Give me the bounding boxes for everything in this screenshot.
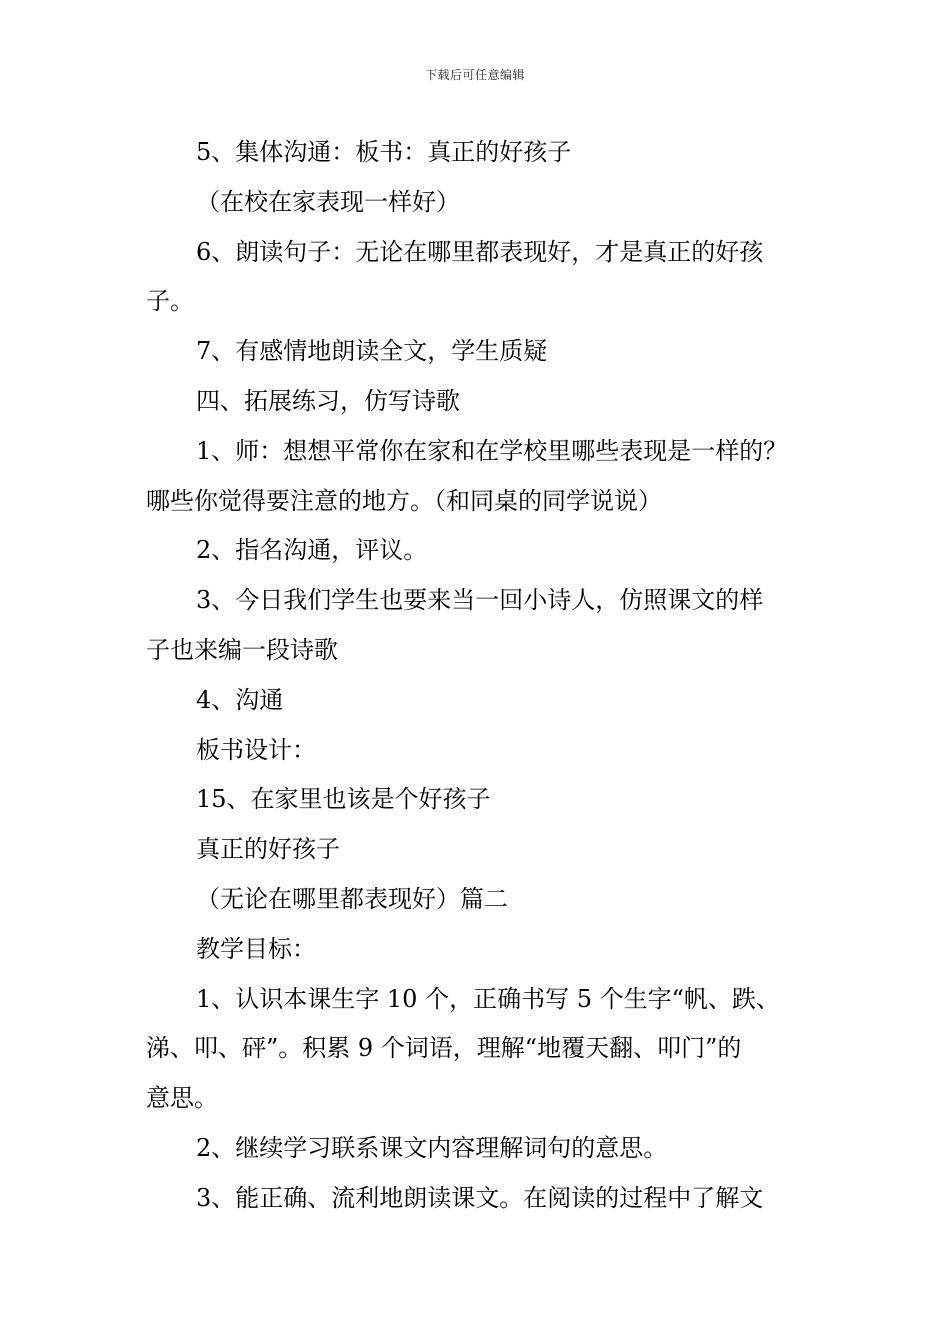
text-line: 1、认识本课生字 10 个，正确书写 5 个生字“帆、跌、 [196,984,780,1013]
text-line: 2、指名沟通，评议。 [196,536,428,565]
text-line: 15、在家里也该是个好孩子 [196,785,491,814]
text-line: 5、集体沟通：板书：真正的好孩子 [196,138,572,166]
text-line: 2、继续学习联系课文内容理解词句的意思。 [196,1133,668,1162]
text-line: 1、师：想想平常你在家和在学校里哪些表现是一样的？ [196,436,788,465]
text-line: 教学目标： [196,934,316,963]
text-line: 子。 [146,287,194,316]
page-header: 下载后可任意编辑 [424,68,525,82]
text-line: 6、朗读句子：无论在哪里都表现好，才是真正的好孩 [196,237,764,266]
text-line: 四、拓展练习，仿写诗歌 [196,386,460,415]
text-line: 意思。 [146,1084,218,1113]
text-line: 哪些你觉得要注意的地方。（和同桌的同学说说） [146,486,662,515]
text-line: （在校在家表现一样好） [196,187,460,216]
text-line: 子也来编一段诗歌 [146,635,338,664]
body-text [146,128,810,1224]
text-line: 3、今日我们学生也要来当一回小诗人，仿照课文的样 [196,586,764,615]
text-line: 4、沟通 [196,685,284,714]
text-line: 真正的好孩子 [196,835,340,864]
text-line: 涕、叩、砰”。积累 9 个词语，理解“地覆天翻、叩门”的 [146,1034,742,1063]
text-line: （无论在哪里都表现好）篇二 [196,884,508,913]
text-line: 板书设计： [196,735,316,764]
text-line: 3、能正确、流利地朗读课文。在阅读的过程中了解文 [196,1183,764,1212]
text-line: 7、有感情地朗读全文，学生质疑 [196,337,548,366]
